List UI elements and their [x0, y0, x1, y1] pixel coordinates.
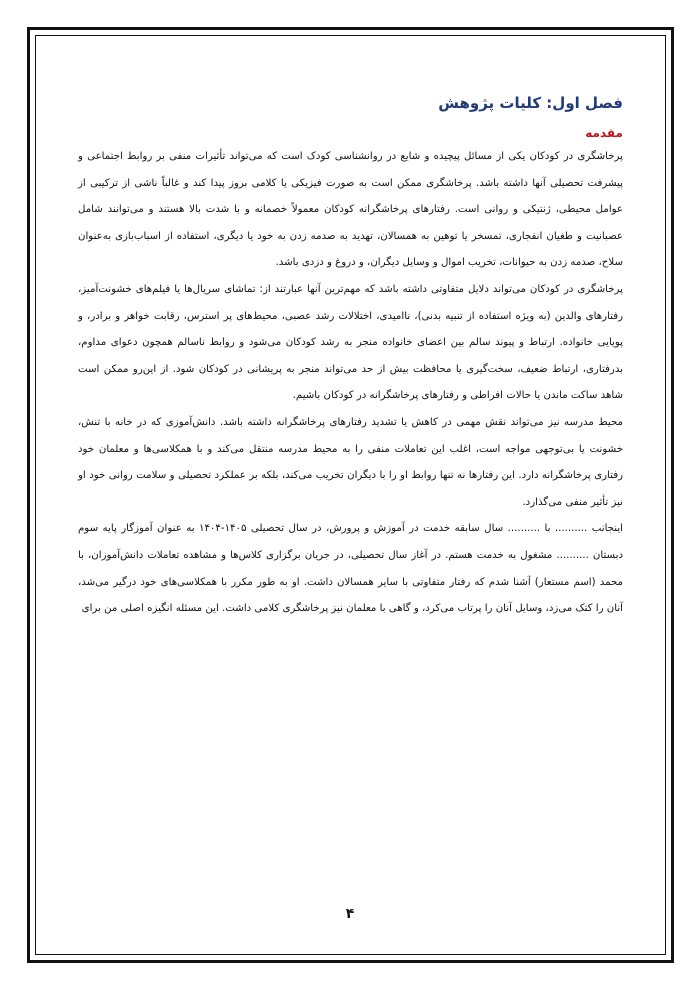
section-title: مقدمه	[585, 126, 623, 140]
paragraph-2: پرخاشگری در کودکان می‌تواند دلایل متفاوتی داشته باشد که مهم‌ترین آنها عبارتند از: تماشای سریال‌ها یا فیلم‌های خشونت‌آمیز، رفتارهای والدین (به ویژه استفاده از تنبیه بدنی)، ناامیدی، اختلالات رشد عصبی، محیط‌های پر استرس، رقابت خواهر و برادر، و پویایی خانواده. ارتباط و پیوند سالم بین اعضای خانواده منجر به رشد کودکان می‌شود و روابط ناسالم همچون دعوای مداوم، بدرفتاری، ارتباط ضعیف، سخت‌گیری یا محافظت بیش از حد می‌تواند منجر به پریشانی در کودکان شود. از این‌رو ممکن است شاهد ساکت ماندن یا حالات افراطی و رفتارهای پرخاشگرانه در کودکان باشیم.	[78, 283, 623, 402]
paragraph-1: پرخاشگری در کودکان یکی از مسائل پیچیده و شایع در روانشناسی کودک است که می‌تواند تأثیرات منفی بر روابط اجتماعی و پیشرفت تحصیلی آنها داشته باشد. پرخاشگری ممکن است به صورت فیزیکی یا کلامی بروز پیدا کند و غالباً ناشی از ترکیبی از عوامل محیطی، ژنتیکی و روانی است. رفتارهای پرخاشگرانه کودکان معمولاً خصمانه و با شدت بالا هستند و می‌توانند شامل عصبانیت و طغیان انفجاری، تمسخر یا توهین به همسالان، تهدید به صدمه زدن به خود یا دیگری، استفاده از اسباب‌بازی به‌عنوان سلاح، صدمه زدن به حیوانات، تخریب اموال و وسایل دیگران، و دروغ و دزدی باشد.	[78, 151, 623, 269]
paragraph-4: اینجانب .......... با .......... سال سابقه خدمت در آموزش و پرورش، در سال تحصیلی ۱۴۰۵-۱۴۰۴ به عنوان آموزگار پایه سوم دبستان .......... مشغول به خدمت هستم. در آغاز سال تحصیلی، در جریان برگزاری کلاس‌ها و مشاهده تعاملات دانش‌آموزان، با محمد (اسم مستعار) آشنا شدم که رفتار متفاوتی با سایر همسالان داشت. او به طور مکرر با همکلاسی‌های خود درگیر می‌شد، آنان را کتک می‌زد، وسایل آنان را پرتاب می‌کرد، و گاهی با معلمان نیز پرخاشگری کلامی داشت. این مسئله انگیزه اصلی من برای	[78, 523, 623, 615]
chapter-title: فصل اول: کلیات پژوهش	[438, 94, 623, 112]
page-number: ۴	[345, 906, 355, 922]
paragraph-3: محیط مدرسه نیز می‌تواند نقش مهمی در کاهش یا تشدید رفتارهای پرخاشگرانه داشته باشد. دانش‌آموزی که در خانه با تنش، خشونت یا بی‌توجهی مواجه است، اغلب این تعاملات منفی را به محیط مدرسه منتقل می‌کند و با همکلاسی‌ها و معلمان خود رفتاری پرخاشگرانه دارد. این رفتارها نه تنها روابط او را با دیگران تخریب می‌کند، بلکه بر عملکرد تحصیلی و سلامت روانی خود او نیز تأثیر منفی می‌گذارد.	[78, 416, 623, 508]
document-body	[78, 92, 623, 623]
